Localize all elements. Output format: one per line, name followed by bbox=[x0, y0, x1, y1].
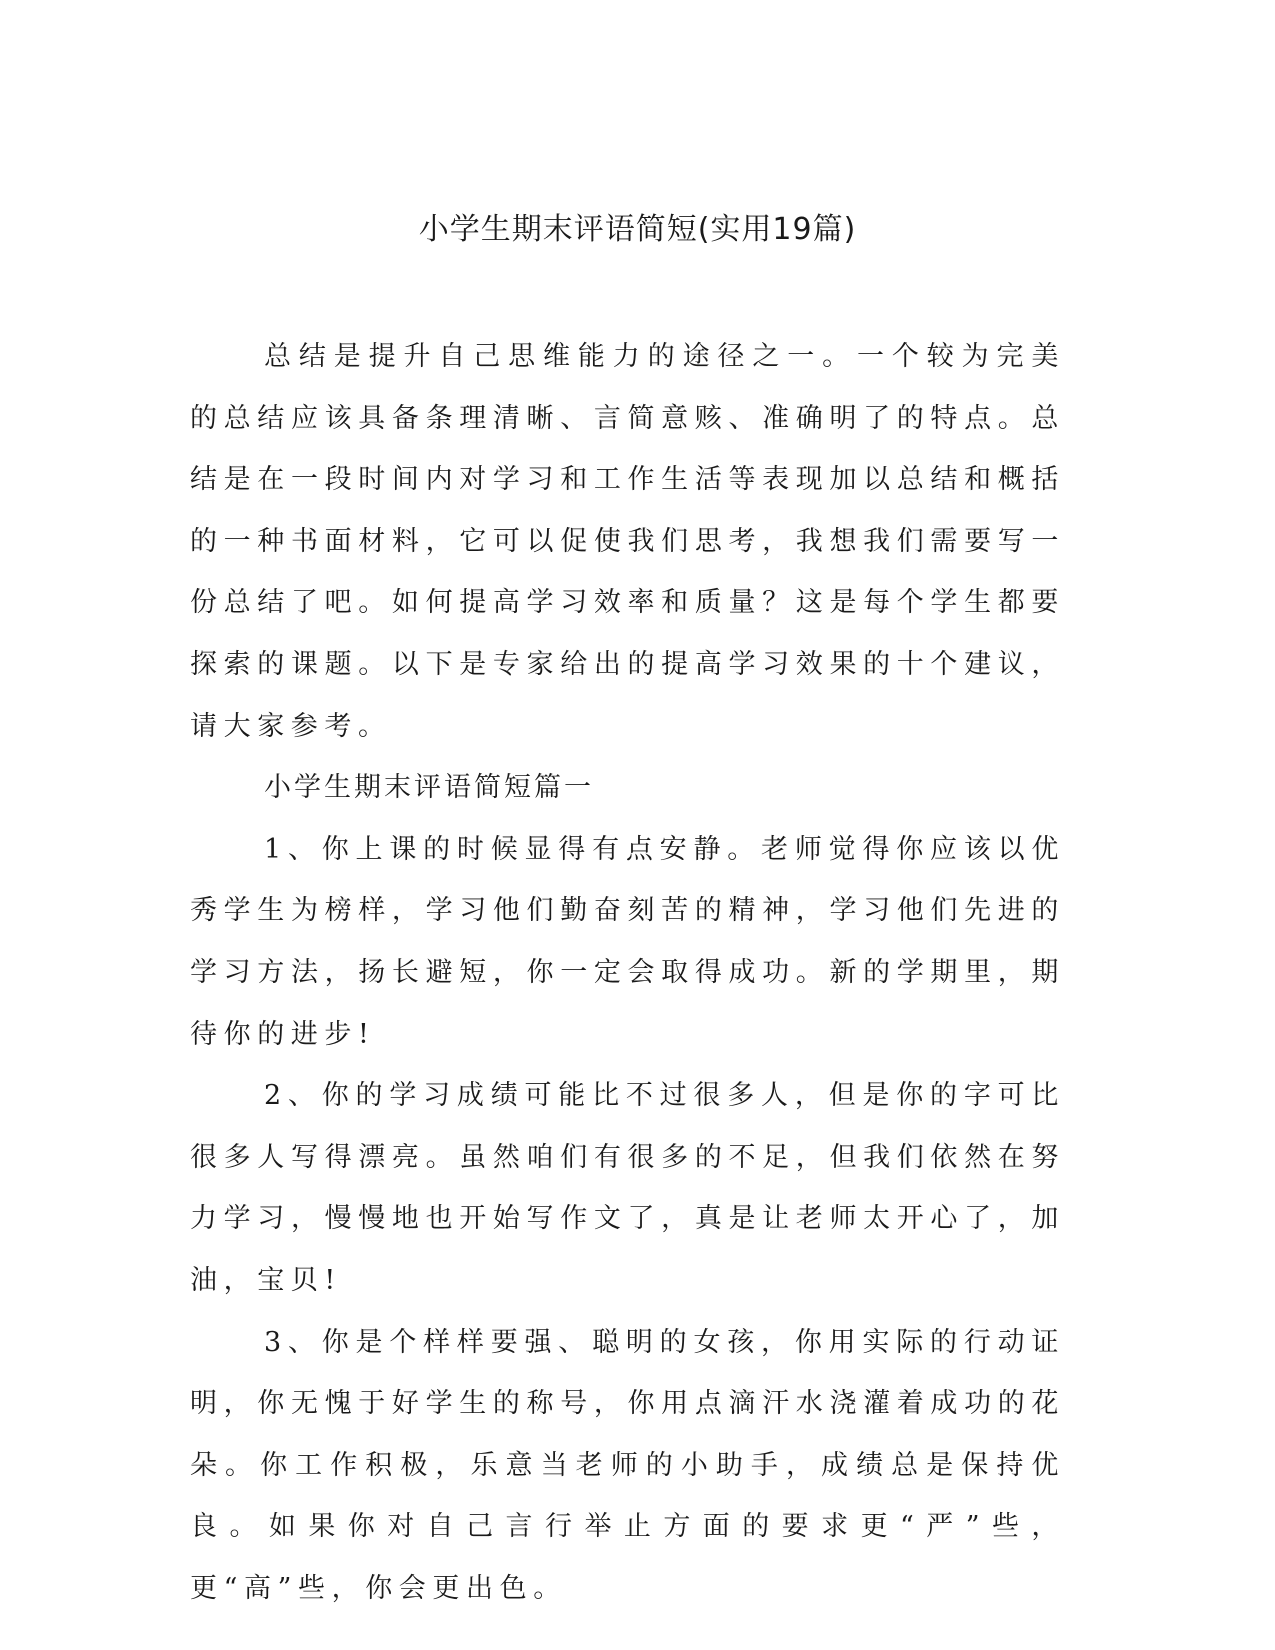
document-title: 小学生期末评语简短(实用19篇) bbox=[418, 212, 857, 247]
intro-paragraph: 总结是提升自己思维能力的途径之一。一个较为完美的总结应该具备条理清晰、言简意赅、准确明了的特点。总结是在一段时间内对学习和工作生活等表现加以总结和概括的一种书面材料，它可以促使我们思考，我想我们需要写一份总结了吧。如何提高学习效率和质量？这是每个学生都要探索的课题。以下是专家给出的提高学习效果的十个建议，请大家参考。 bbox=[190, 341, 1065, 742]
document-body bbox=[190, 326, 1065, 1619]
comment-item-2: 2、你的学习成绩可能比不过很多人，但是你的字可比很多人写得漂亮。虽然咱们有很多的不足，但我们依然在努力学习，慢慢地也开始写作文了，真是让老师太开心了，加油，宝贝! bbox=[190, 1080, 1065, 1296]
comment-item-1: 1、你上课的时候显得有点安静。老师觉得你应该以优秀学生为榜样，学习他们勤奋刻苦的精神，学习他们先进的学习方法，扬长避短，你一定会取得成功。新的学期里，期待你的进步! bbox=[190, 833, 1065, 1050]
comment-item-3: 3、你是个样样要强、聪明的女孩，你用实际的行动证明，你无愧于好学生的称号，你用点滴汗水浇灌着成功的花朵。你工作积极，乐意当老师的小助手，成绩总是保持优良。如果你对自己言行举止方面的要求更“严”些，更“高”些，你会更出色。 bbox=[190, 1326, 1065, 1604]
section-heading: 小学生期末评语简短篇一 bbox=[264, 772, 594, 804]
